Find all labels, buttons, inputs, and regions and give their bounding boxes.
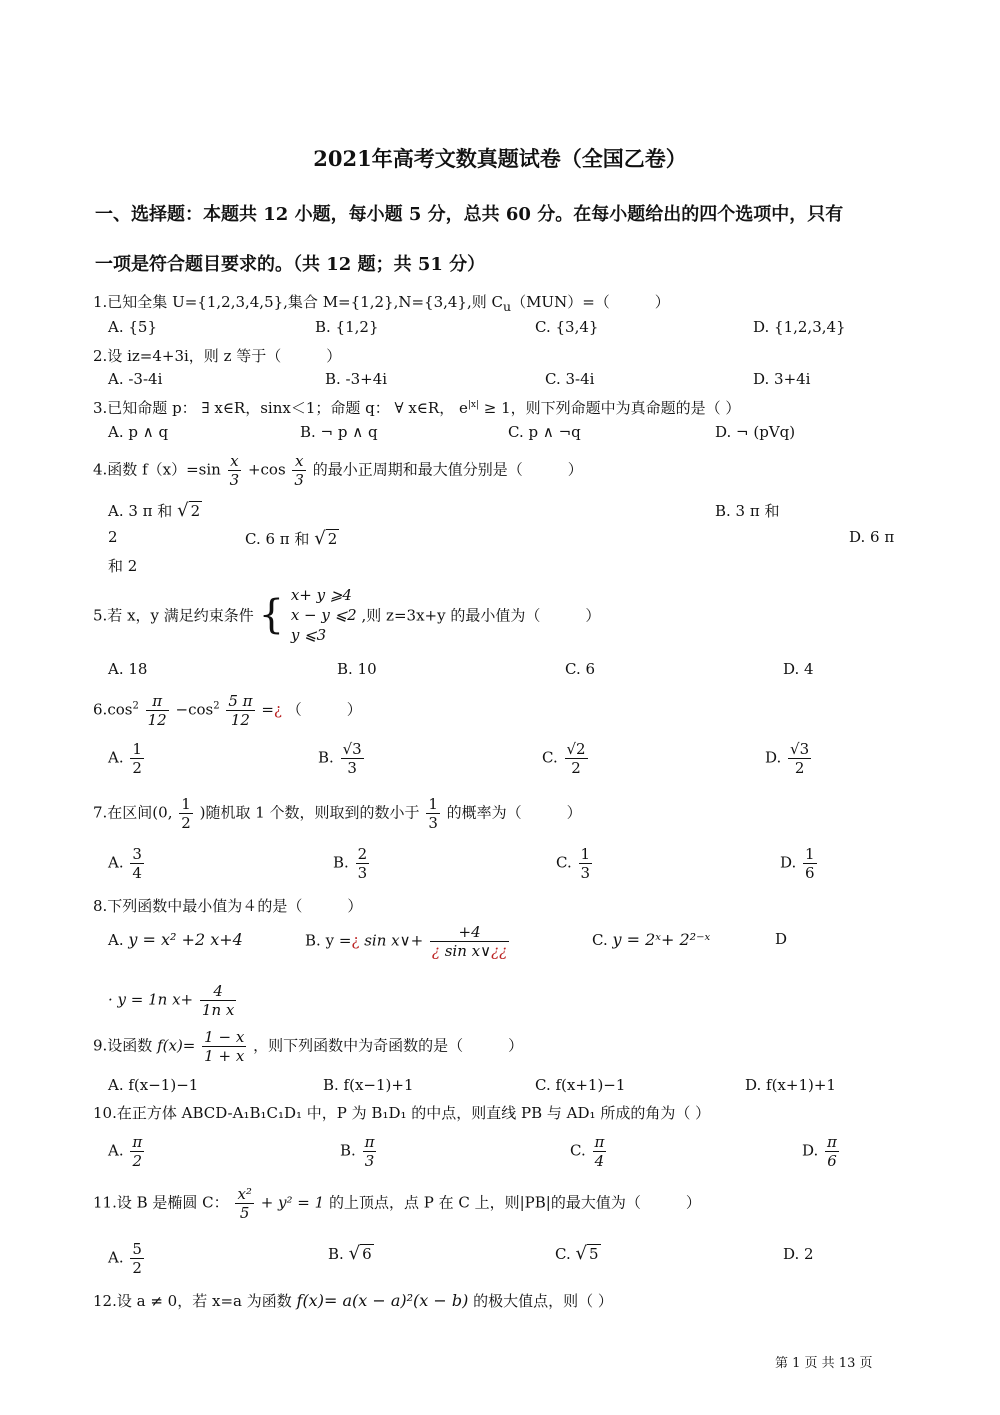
question-1-stem: 1.已知全集 U={1,2,3,4,5},集合 M={1,2},N={3,4},则 $C_u(MUN)=$（ ） [93, 293, 670, 314]
question-2-stem: 2.设 iz=4+3i，则 z 等于（ ） [93, 347, 342, 365]
question-11-stem: 11.设 B 是椭圆 C： $\frac{\text{x²}}{5}$ + y² = 1 的上顶点，点 P 在 C 上，则|PB|的最大值为（ ） [93, 1185, 701, 1222]
question-7-option-c[interactable]: C. $\frac{1}{3}$ [556, 845, 591, 882]
question-3-option-b[interactable]: B. ¬ p ∧ q [300, 423, 378, 441]
page-number: 第 1 页 共 13 页 [775, 1356, 873, 1371]
question-2-option-a[interactable]: A. -3-4i [108, 370, 163, 388]
question-7-stem: 7.在区间(0, $\frac{1}{2}$ )随机取 1 个数，则取到的数小于 $\frac{1}{3}$ 的概率为（ ） [93, 795, 582, 832]
brace-icon: { [258, 592, 285, 638]
question-3-option-d[interactable]: D. ¬ (pVq) [715, 423, 796, 441]
question-5-option-d[interactable]: D. 4 [783, 660, 814, 678]
question-10-option-b[interactable]: B. $\frac{\pi}{3}$ [340, 1133, 375, 1170]
fraction-5pi-over-12: $\frac{5 \pi}{12}$ [228, 692, 253, 729]
question-4-option-b-cont: 2 [108, 528, 118, 546]
question-10-option-a[interactable]: A. $\frac{\pi}{2}$ [108, 1133, 143, 1170]
question-4-option-d[interactable]: D. 6 π [849, 528, 895, 546]
question-9-option-c[interactable]: C. f(x+1)−1 [535, 1076, 626, 1094]
question-11-option-b[interactable]: B. √ 6 [328, 1243, 372, 1264]
question-1-option-d[interactable]: D. {1,2,3,4} [753, 318, 846, 336]
question-9-stem: 9.设函数 f(x)= $\frac{1 - x}{1 + x}$ ，则下列函数中为奇函数的是（ ） [93, 1028, 524, 1065]
question-9-option-d[interactable]: D. f(x+1)+1 [745, 1076, 836, 1094]
section-header-line1: 一、选择题：本题共 12 小题，每小题 5 分，总共 60 分。在每小题给出的四个选项中，只有 [95, 204, 844, 225]
question-8-stem: 8.下列函数中最小值为４的是（ ） [93, 897, 363, 915]
question-2-option-c[interactable]: C. 3-4i [545, 370, 595, 388]
question-4-option-b[interactable]: B. 3 π 和 [715, 502, 780, 520]
question-9-option-b[interactable]: B. f(x−1)+1 [323, 1076, 414, 1094]
question-4-option-c[interactable]: C. 6 π 和 √ 2 [245, 528, 338, 549]
question-1-option-b[interactable]: B. {1,2} [315, 318, 379, 336]
question-8-option-b[interactable]: B. y =¿ sin x∨+ $\frac{+4}{\text{¿ sin x∨¿¿}}$ [305, 923, 508, 960]
question-8-option-d[interactable]: D [775, 930, 788, 948]
question-1-option-a[interactable]: A. {5} [108, 318, 157, 336]
question-6-option-d[interactable]: D. $\frac{√3}{2}$ [765, 740, 810, 777]
question-6-option-b[interactable]: B. $\frac{√3}{3}$ [318, 740, 362, 777]
question-7-option-d[interactable]: D. $\frac{1}{6}$ [780, 845, 815, 882]
question-12-stem: 12.设 a ≠ 0，若 x=a 为函数 f(x)= a(x − a)²(x − b) 的极大值点，则（ ） [93, 1291, 613, 1310]
fraction-x-over-3-second: $\frac{x}{3}$ [294, 452, 304, 489]
question-4-stem: 4.函数 f（x）=sin $\frac{x}{3}$ +cos $\frac{x}{3}$ 的最小正周期和最大值分别是（ ） [93, 452, 583, 489]
question-5-option-a[interactable]: A. 18 [108, 660, 148, 678]
question-10-option-d[interactable]: D. $\frac{\pi}{6}$ [802, 1133, 837, 1170]
question-4-option-a[interactable]: A. 3 π 和 √ 2 [108, 500, 201, 521]
section-header-line2: 一项是符合题目要求的。（共 12 题；共 51 分） [95, 254, 486, 275]
question-5-option-b[interactable]: B. 10 [337, 660, 377, 678]
question-5-stem: 5.若 x，y 满足约束条件 { x+ y ⩾4 x − y ⩽2 y ⩽3 ,则 z=3x+y 的最小值为（ ） [93, 586, 601, 644]
fraction-x-over-3: $\frac{x}{3}$ [229, 452, 240, 489]
question-10-stem: 10.在正方体 ABCD-A₁B₁C₁D₁ 中，P 为 B₁D₁ 的中点，则直线 PB 与 AD₁ 所成的角为（ ） [93, 1104, 711, 1122]
question-9-option-a[interactable]: A. f(x−1)−1 [108, 1076, 199, 1094]
question-3-stem: 3.已知命题 p： ∃ x∈R，sinx＜1；命题 q： ∀ x∈R， $e^{|x|} \ge 1$，则下列命题中为真命题的是（ ） [93, 399, 741, 417]
question-11-option-a[interactable]: A. $\frac{5}{2}$ [108, 1240, 142, 1277]
question-1-option-c[interactable]: C. {3,4} [535, 318, 599, 336]
question-8-option-d-cont: · y = 1n x+ $\frac{4}{\text{1n x}}$ [108, 982, 235, 1019]
fraction-pi-over-12: $\frac{\pi}{12}$ [147, 692, 167, 729]
question-7-option-a[interactable]: A. $\frac{3}{4}$ [108, 845, 142, 882]
question-11-option-d[interactable]: D. 2 [783, 1245, 814, 1263]
question-2-option-d[interactable]: D. 3+4i [753, 370, 811, 388]
constraint-system: x+ y ⩾4 x − y ⩽2 y ⩽3 [290, 586, 357, 644]
question-8-option-a[interactable]: A. y = x² +2 x+4 [108, 930, 243, 949]
question-6-stem: $6.\cos^2$ $\frac{\pi}{12}$ $-\cos^2$ $\frac{5 \pi}{12}$ =¿ （ ） [93, 692, 362, 729]
question-4-option-d-cont: 和 2 [108, 557, 138, 575]
question-5-option-c[interactable]: C. 6 [565, 660, 596, 678]
question-11-option-c[interactable]: C. √ 5 [555, 1243, 599, 1264]
question-7-option-b[interactable]: B. $\frac{2}{3}$ [333, 845, 368, 882]
question-6-option-a[interactable]: A. $\frac{1}{2}$ [108, 740, 142, 777]
question-6-option-c[interactable]: C. $\frac{√2}{2}$ [542, 740, 586, 777]
page-title: 2021年高考文数真题试卷（全国乙卷） [313, 146, 687, 171]
question-3-option-a[interactable]: A. p ∧ q [108, 423, 169, 441]
question-2-option-b[interactable]: B. -3+4i [325, 370, 388, 388]
sqrt-2-option-c: √ 2 [314, 528, 338, 549]
sqrt-2: √ 2 [177, 500, 201, 521]
question-10-option-c[interactable]: C. $\frac{\pi}{4}$ [570, 1133, 605, 1170]
question-3-option-c[interactable]: C. p ∧ ¬q [508, 423, 581, 441]
question-8-option-c[interactable]: C. y = 2ˣ+ 2²⁻ˣ [592, 930, 711, 949]
